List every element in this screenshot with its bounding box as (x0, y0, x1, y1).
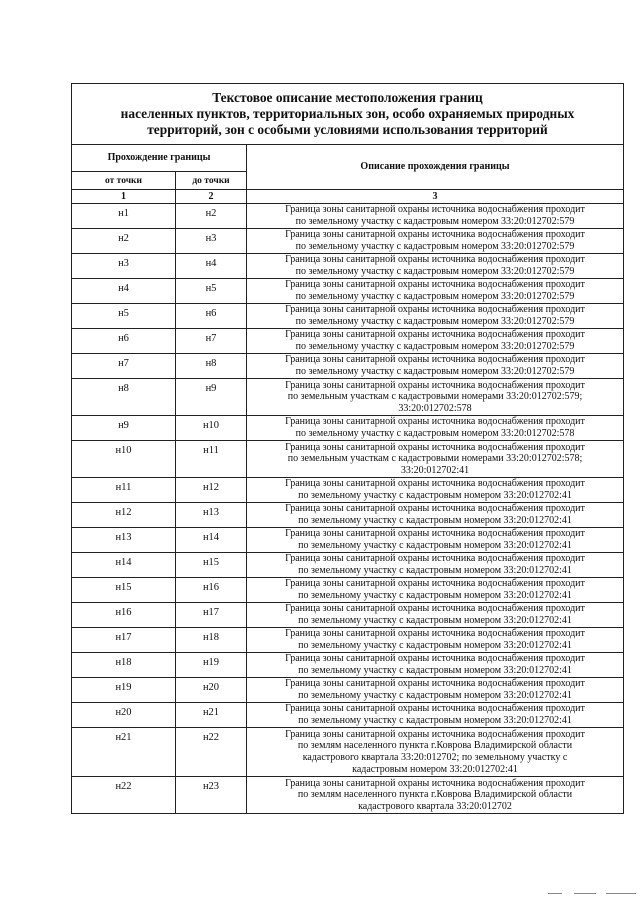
description-line: Граница зоны санитарной охраны источника водоснабжения проходит (285, 553, 585, 565)
description-cell (247, 503, 624, 528)
description-line: по земельному участку с кадастровым номером 33:20:012702:41 (298, 615, 572, 626)
description-cell (247, 603, 624, 628)
description-line: кадастровым номером 33:20:012702:41 (352, 763, 518, 775)
description-line: кадастрового квартала 33:20:012702; по земельному участку с (302, 752, 568, 763)
from-point-cell: н21 (72, 728, 176, 777)
description-cell (247, 354, 624, 379)
description-line: кадастрового квартала 33:20:012702 (358, 800, 512, 812)
description-line: Граница зоны санитарной охраны источника водоснабжения проходит (285, 441, 585, 453)
description-line: по земельному участку с кадастровым номером 33:20:012702:41 (298, 690, 572, 701)
column-number-3: 3 (247, 190, 624, 204)
description-line: по земельному участку с кадастровым номером 33:20:012702:41 (298, 490, 572, 501)
boundary-description-table (71, 83, 624, 814)
description-line: по землям населенного пункта г.Коврова Владимирской области (297, 740, 573, 752)
header-boundary-passage: Прохождение границы (72, 145, 247, 172)
description-line: по земельному участку с кадастровым номером 33:20:012702:579 (295, 241, 575, 252)
description-line: Граница зоны санитарной охраны источника водоснабжения проходит (285, 728, 585, 740)
header-to-point: до точки (176, 172, 247, 190)
to-point-cell: н8 (176, 354, 247, 379)
to-point-cell: н15 (176, 553, 247, 578)
from-point-cell: н6 (72, 329, 176, 354)
table-row (72, 553, 624, 578)
description-line: Граница зоны санитарной охраны источника водоснабжения проходит (285, 528, 585, 540)
from-point-cell: н14 (72, 553, 176, 578)
description-line: по земельному участку с кадастровым номером 33:20:012702:579 (295, 291, 575, 302)
description-cell (247, 279, 624, 304)
from-point-cell: н2 (72, 229, 176, 254)
column-number-1: 1 (72, 190, 176, 204)
from-point-cell: н22 (72, 777, 176, 814)
to-point-cell: н2 (176, 204, 247, 229)
description-line: Граница зоны санитарной охраны источника водоснабжения проходит (285, 678, 585, 690)
table-body (72, 204, 624, 814)
description-line: по землям населенного пункта г.Коврова Владимирской области (297, 789, 573, 801)
table-row (72, 204, 624, 229)
description-line: Граница зоны санитарной охраны источника водоснабжения проходит (285, 204, 585, 216)
description-line: по земельному участку с кадастровым номером 33:20:012702:579 (295, 316, 575, 327)
description-line: Граница зоны санитарной охраны источника водоснабжения проходит (285, 279, 585, 291)
header-description: Описание прохождения границы (247, 145, 624, 190)
from-point-cell: н19 (72, 678, 176, 703)
description-line: по земельному участку с кадастровым номером 33:20:012702:41 (298, 665, 572, 676)
from-point-cell: н10 (72, 441, 176, 478)
description-cell (247, 229, 624, 254)
description-line: Граница зоны санитарной охраны источника водоснабжения проходит (285, 777, 585, 789)
description-cell (247, 416, 624, 441)
description-cell (247, 653, 624, 678)
from-point-cell: н9 (72, 416, 176, 441)
to-point-cell: н23 (176, 777, 247, 814)
description-cell (247, 578, 624, 603)
table-row (72, 503, 624, 528)
description-line: Граница зоны санитарной охраны источника водоснабжения проходит (285, 703, 585, 715)
to-point-cell: н14 (176, 528, 247, 553)
description-cell (247, 703, 624, 728)
from-point-cell: н17 (72, 628, 176, 653)
description-cell (247, 553, 624, 578)
description-line: 33:20:012702:578 (398, 402, 472, 414)
to-point-cell: н7 (176, 329, 247, 354)
to-point-cell: н22 (176, 728, 247, 777)
description-line: Граница зоны санитарной охраны источника водоснабжения проходит (285, 628, 585, 640)
description-cell (247, 254, 624, 279)
to-point-cell: н6 (176, 304, 247, 329)
to-point-cell: н11 (176, 441, 247, 478)
description-line: по земельному участку с кадастровым номером 33:20:012702:41 (298, 565, 572, 576)
from-point-cell: н16 (72, 603, 176, 628)
title-line-1: Текстовое описание местоположения границ (212, 89, 483, 105)
title-line-3: территорий, зон с особыми условиями использования территорий (147, 121, 548, 137)
description-line: Граница зоны санитарной охраны источника водоснабжения проходит (285, 254, 585, 266)
table-row (72, 777, 624, 814)
table-row (72, 603, 624, 628)
description-line: по земельным участкам с кадастровыми номерами 33:20:012702:578; (287, 453, 583, 465)
description-cell (247, 628, 624, 653)
table-row (72, 254, 624, 279)
description-line: по земельному участку с кадастровым номером 33:20:012702:579 (295, 216, 575, 227)
from-point-cell: н12 (72, 503, 176, 528)
table-row (72, 478, 624, 503)
to-point-cell: н3 (176, 229, 247, 254)
from-point-cell: н7 (72, 354, 176, 379)
from-point-cell: н13 (72, 528, 176, 553)
to-point-cell: н10 (176, 416, 247, 441)
description-line: по земельному участку с кадастровым номером 33:20:012702:578 (295, 428, 575, 439)
table-row (72, 653, 624, 678)
from-point-cell: н15 (72, 578, 176, 603)
description-line: по земельному участку с кадастровым номером 33:20:012702:41 (298, 540, 572, 551)
description-cell (247, 528, 624, 553)
description-line: Граница зоны санитарной охраны источника водоснабжения проходит (285, 478, 585, 490)
description-cell (247, 379, 624, 416)
table-row (72, 229, 624, 254)
to-point-cell: н18 (176, 628, 247, 653)
to-point-cell: н5 (176, 279, 247, 304)
description-line: Граница зоны санитарной охраны источника водоснабжения проходит (285, 229, 585, 241)
table-row (72, 304, 624, 329)
table-row (72, 528, 624, 553)
from-point-cell: н8 (72, 379, 176, 416)
to-point-cell: н13 (176, 503, 247, 528)
table-row (72, 279, 624, 304)
to-point-cell: н17 (176, 603, 247, 628)
description-line: по земельному участку с кадастровым номером 33:20:012702:579 (295, 266, 575, 277)
table-row (72, 379, 624, 416)
to-point-cell: н12 (176, 478, 247, 503)
from-point-cell: н4 (72, 279, 176, 304)
description-cell (247, 329, 624, 354)
header-from-point: от точки (72, 172, 176, 190)
description-cell (247, 728, 624, 777)
description-line: 33:20:012702:41 (400, 464, 470, 476)
from-point-cell: н20 (72, 703, 176, 728)
document-title (72, 84, 624, 145)
description-line: по земельному участку с кадастровым номером 33:20:012702:41 (298, 640, 572, 651)
from-point-cell: н5 (72, 304, 176, 329)
description-line: Граница зоны санитарной охраны источника водоснабжения проходит (285, 354, 585, 366)
from-point-cell: н3 (72, 254, 176, 279)
to-point-cell: н4 (176, 254, 247, 279)
table-row (72, 416, 624, 441)
column-number-2: 2 (176, 190, 247, 204)
description-line: Граница зоны санитарной охраны источника водоснабжения проходит (285, 603, 585, 615)
description-line: по земельному участку с кадастровым номером 33:20:012702:41 (298, 515, 572, 526)
title-line-2: населенных пунктов, территориальных зон, особо охраняемых природных (120, 105, 575, 121)
description-line: по земельным участкам с кадастровыми номерами 33:20:012702:579; (287, 391, 583, 403)
table-row (72, 728, 624, 777)
description-line: по земельному участку с кадастровым номером 33:20:012702:579 (295, 341, 575, 352)
description-line: Граница зоны санитарной охраны источника водоснабжения проходит (285, 379, 585, 391)
description-line: Граница зоны санитарной охраны источника водоснабжения проходит (285, 304, 585, 316)
description-cell (247, 777, 624, 814)
table-row (72, 354, 624, 379)
description-line: по земельному участку с кадастровым номером 33:20:012702:41 (298, 715, 572, 726)
table-row (72, 703, 624, 728)
to-point-cell: н20 (176, 678, 247, 703)
description-line: Граница зоны санитарной охраны источника водоснабжения проходит (285, 329, 585, 341)
to-point-cell: н21 (176, 703, 247, 728)
description-cell (247, 441, 624, 478)
table-row (72, 329, 624, 354)
description-line: по земельному участку с кадастровым номером 33:20:012702:579 (295, 366, 575, 377)
to-point-cell: н16 (176, 578, 247, 603)
table-row (72, 578, 624, 603)
description-line: Граница зоны санитарной охраны источника водоснабжения проходит (285, 653, 585, 665)
description-line: Граница зоны санитарной охраны источника водоснабжения проходит (285, 503, 585, 515)
description-cell (247, 204, 624, 229)
description-cell (247, 304, 624, 329)
table-row (72, 628, 624, 653)
description-line: Граница зоны санитарной охраны источника водоснабжения проходит (285, 416, 585, 428)
table-row (72, 441, 624, 478)
from-point-cell: н18 (72, 653, 176, 678)
description-line: Граница зоны санитарной охраны источника водоснабжения проходит (285, 578, 585, 590)
description-cell (247, 678, 624, 703)
from-point-cell: н1 (72, 204, 176, 229)
to-point-cell: н19 (176, 653, 247, 678)
description-cell (247, 478, 624, 503)
page-edge-marks (548, 893, 640, 897)
description-line: по земельному участку с кадастровым номером 33:20:012702:41 (298, 590, 572, 601)
from-point-cell: н11 (72, 478, 176, 503)
table-row (72, 678, 624, 703)
to-point-cell: н9 (176, 379, 247, 416)
